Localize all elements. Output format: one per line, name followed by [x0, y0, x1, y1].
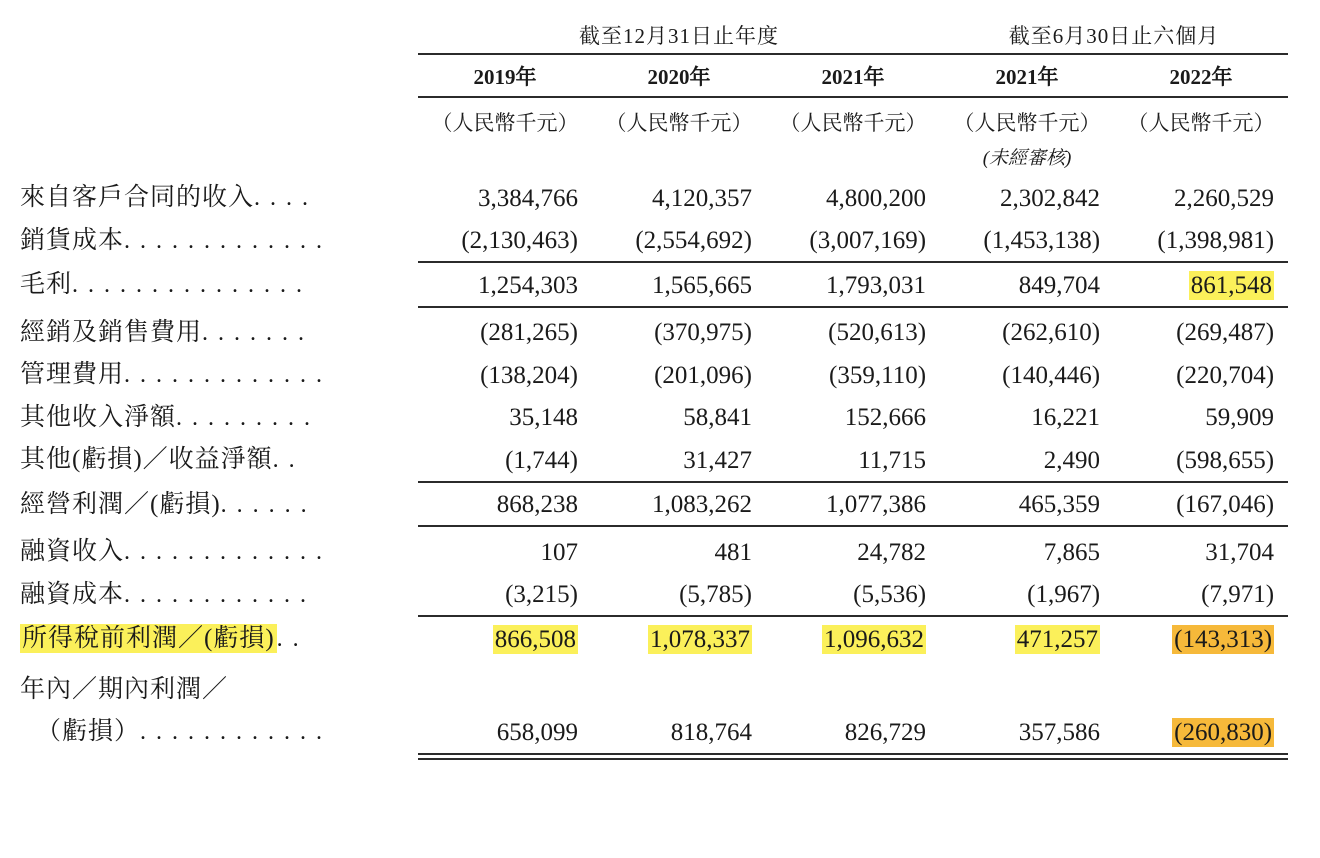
row-value: (1,967)	[1027, 581, 1101, 608]
row-value: (370,975)	[654, 319, 752, 346]
row-value: (2,130,463)	[461, 227, 578, 254]
row-value: (1,453,138)	[983, 227, 1101, 254]
table-row	[18, 396, 1288, 439]
row-value: (262,610)	[1002, 319, 1101, 346]
row-label-dots: . . . . . . .	[202, 319, 307, 346]
row-value: 868,238	[496, 491, 578, 518]
row-value: 357,586	[1018, 718, 1101, 746]
row-value: 35,148	[509, 404, 578, 431]
row-label-dots: . . . .	[254, 185, 311, 211]
row-value-highlighted	[1114, 710, 1288, 753]
note-spacer	[766, 139, 940, 176]
row-value: 31,427	[683, 446, 752, 474]
grand-total-rule	[940, 753, 1114, 760]
row-label-dots: . . . . . . . . . . . . .	[124, 362, 325, 388]
row-value: (201,096)	[654, 361, 752, 389]
grand-total-rule	[1114, 753, 1288, 760]
table-row	[18, 668, 1288, 711]
row-value: (167,046)	[1176, 491, 1275, 518]
row-value-highlighted	[592, 617, 766, 660]
table-row	[18, 176, 1288, 219]
row-label-text: 毛利	[20, 271, 73, 298]
table-row	[18, 219, 1288, 262]
row-label	[18, 311, 418, 354]
grand-total-rule	[418, 753, 592, 760]
row-value	[766, 668, 940, 711]
row-value: (281,265)	[480, 319, 578, 346]
year-header-spacer	[18, 55, 418, 96]
row-value: 2,260,529	[1174, 184, 1275, 212]
row-value: 152,666	[844, 404, 927, 431]
row-value: 58,841	[683, 404, 752, 431]
year-header-row	[18, 55, 1288, 96]
row-value: 2,302,842	[1000, 184, 1101, 212]
group-header-annual: 截至12月31日止年度	[579, 24, 780, 48]
row-label-text: 來自客戶合同的收入	[20, 184, 255, 211]
row-value: 4,800,200	[826, 184, 927, 212]
row-value: 658,099	[496, 718, 578, 746]
year-header-cell: 2021年	[995, 65, 1059, 89]
row-value	[1114, 668, 1288, 711]
year-header-cell: 2019年	[473, 65, 537, 89]
row-value: 3,384,766	[478, 184, 578, 212]
year-header-cell: 2021年	[821, 65, 885, 89]
table-row-highlighted	[18, 617, 1288, 660]
row-value-highlighted	[1114, 263, 1288, 306]
income-statement-table	[18, 20, 1288, 760]
row-label	[18, 353, 418, 396]
row-value-highlighted	[418, 617, 592, 660]
row-label-dots: . .	[276, 626, 301, 652]
note-spacer	[418, 139, 592, 176]
year-header-cell: 2022年	[1169, 65, 1233, 89]
row-value: 826,729	[844, 718, 927, 746]
row-label-dots: . . . . . . . . .	[176, 404, 313, 431]
row-label-text: 所得稅前利潤／(虧損)	[22, 625, 275, 652]
row-value	[940, 668, 1114, 711]
row-value: 107	[540, 538, 578, 566]
row-value-highlighted	[1114, 617, 1288, 660]
row-value: (1,398,981)	[1157, 227, 1275, 254]
row-label-dots: . . . . . . . . . . . .	[124, 581, 309, 608]
row-label-text: 年內／期內利潤／	[20, 675, 229, 703]
grand-total-rule	[592, 753, 766, 760]
row-label-dots: . . . . . .	[220, 491, 309, 518]
group-header-row	[18, 20, 1288, 53]
row-label	[18, 176, 418, 219]
row-label-dots: . . . . . . . . . . . . . . .	[72, 272, 305, 298]
row-value: 1,793,031	[826, 271, 927, 299]
row-label	[18, 483, 418, 526]
table-row	[18, 263, 1288, 306]
row-label-text: 經營利潤／(虧損)	[20, 490, 221, 518]
note-spacer	[18, 139, 418, 176]
table-row	[18, 530, 1288, 573]
note-spacer	[592, 139, 766, 176]
highlighted-label	[20, 624, 277, 653]
row-label	[18, 573, 418, 616]
row-label	[18, 710, 418, 753]
row-label-text: 經銷及銷售費用	[20, 318, 203, 346]
row-spacer	[18, 660, 1288, 668]
row-label	[18, 438, 418, 481]
row-label	[18, 263, 418, 306]
row-value: 1,083,262	[652, 491, 752, 518]
row-value: 1,254,303	[478, 271, 578, 299]
table-row	[18, 311, 1288, 354]
row-label	[18, 530, 418, 573]
row-value: 2,490	[1043, 446, 1101, 474]
row-label-text: 融資成本	[20, 580, 125, 608]
row-value: 16,221	[1031, 404, 1101, 431]
highlighted-value: 1,096,632	[824, 625, 925, 653]
unit-header-cell: （人民幣千元）	[779, 111, 927, 135]
row-value: (138,204)	[480, 361, 578, 389]
row-value: 24,782	[857, 538, 927, 566]
table-row	[18, 483, 1288, 526]
financial-statement-page	[0, 20, 1320, 858]
table-row	[18, 710, 1288, 753]
row-value: 849,704	[1018, 271, 1101, 299]
row-value: (140,446)	[1002, 361, 1101, 389]
row-value: (598,655)	[1176, 446, 1275, 474]
table-row	[18, 573, 1288, 616]
unit-header-cell: （人民幣千元）	[1127, 111, 1275, 135]
highlighted-value: 866,508	[494, 625, 576, 653]
row-value: 481	[714, 538, 752, 566]
unaudited-note-row	[18, 139, 1288, 176]
row-value-highlighted	[766, 617, 940, 660]
spacer-cell	[18, 660, 1288, 668]
row-label-dots: . . . . . . . . . . . .	[140, 719, 325, 745]
unit-header-cell: （人民幣千元）	[953, 111, 1101, 135]
row-value-highlighted	[940, 617, 1114, 660]
row-label-dots: . .	[272, 447, 297, 473]
row-value: (2,554,692)	[635, 227, 752, 254]
highlighted-value: (143,313)	[1174, 625, 1273, 653]
row-value: (269,487)	[1176, 319, 1275, 346]
row-value: 7,865	[1043, 538, 1101, 566]
row-value: (3,215)	[505, 581, 578, 608]
row-label	[18, 219, 418, 262]
row-label	[18, 668, 418, 711]
row-value: 31,704	[1205, 538, 1275, 566]
row-label-dots: . . . . . . . . . . . . .	[124, 539, 325, 565]
unit-header-cell: （人民幣千元）	[605, 111, 753, 135]
group-header-spacer	[18, 20, 418, 53]
note-spacer	[1114, 139, 1288, 176]
row-label-text: 其他收入淨額	[20, 403, 177, 431]
grand-total-rule	[766, 753, 940, 760]
row-value: (3,007,169)	[809, 227, 927, 254]
highlighted-value: 1,078,337	[650, 625, 750, 653]
row-value: (359,110)	[829, 361, 927, 389]
unit-header-spacer	[18, 98, 418, 139]
row-label-dots: . . . . . . . . . . . . .	[124, 227, 325, 254]
unit-header-row	[18, 98, 1288, 139]
row-label-text: 銷貨成本	[20, 226, 125, 254]
row-value	[592, 668, 766, 711]
row-value: (1,744)	[505, 446, 578, 474]
year-header-cell: 2020年	[647, 65, 711, 89]
row-label-text: （虧損）	[36, 718, 141, 745]
highlighted-value: 471,257	[1016, 625, 1099, 653]
row-value: (5,536)	[853, 581, 927, 608]
row-value: 818,764	[670, 718, 752, 746]
row-value: (220,704)	[1176, 361, 1275, 389]
row-value: (520,613)	[828, 319, 927, 346]
table-row	[18, 438, 1288, 481]
highlighted-value: 861,548	[1190, 271, 1273, 299]
row-label	[18, 396, 418, 439]
row-label-text: 融資收入	[20, 538, 125, 565]
row-value: 1,565,665	[652, 271, 752, 299]
row-value: 465,359	[1018, 491, 1101, 518]
row-value: 11,715	[858, 446, 927, 474]
row-value: 1,077,386	[826, 491, 927, 518]
group-header-interim: 截至6月30日止六個月	[1008, 24, 1220, 48]
unit-header-cell: （人民幣千元）	[431, 111, 579, 135]
row-value: (5,785)	[679, 581, 752, 608]
row-label-text: 管理費用	[20, 361, 125, 388]
row-value: 59,909	[1205, 404, 1275, 431]
row-label	[18, 617, 418, 660]
rule-spacer	[18, 753, 418, 760]
row-label-text: 其他(虧損)／收益淨額	[20, 446, 273, 473]
grand-total-rule-row	[18, 753, 1288, 760]
row-value	[418, 668, 592, 711]
unaudited-note: (未經審核)	[982, 148, 1072, 169]
row-value: (7,971)	[1201, 581, 1275, 608]
highlighted-value: (260,830)	[1174, 718, 1273, 746]
table-row	[18, 353, 1288, 396]
row-value: 4,120,357	[652, 184, 752, 212]
